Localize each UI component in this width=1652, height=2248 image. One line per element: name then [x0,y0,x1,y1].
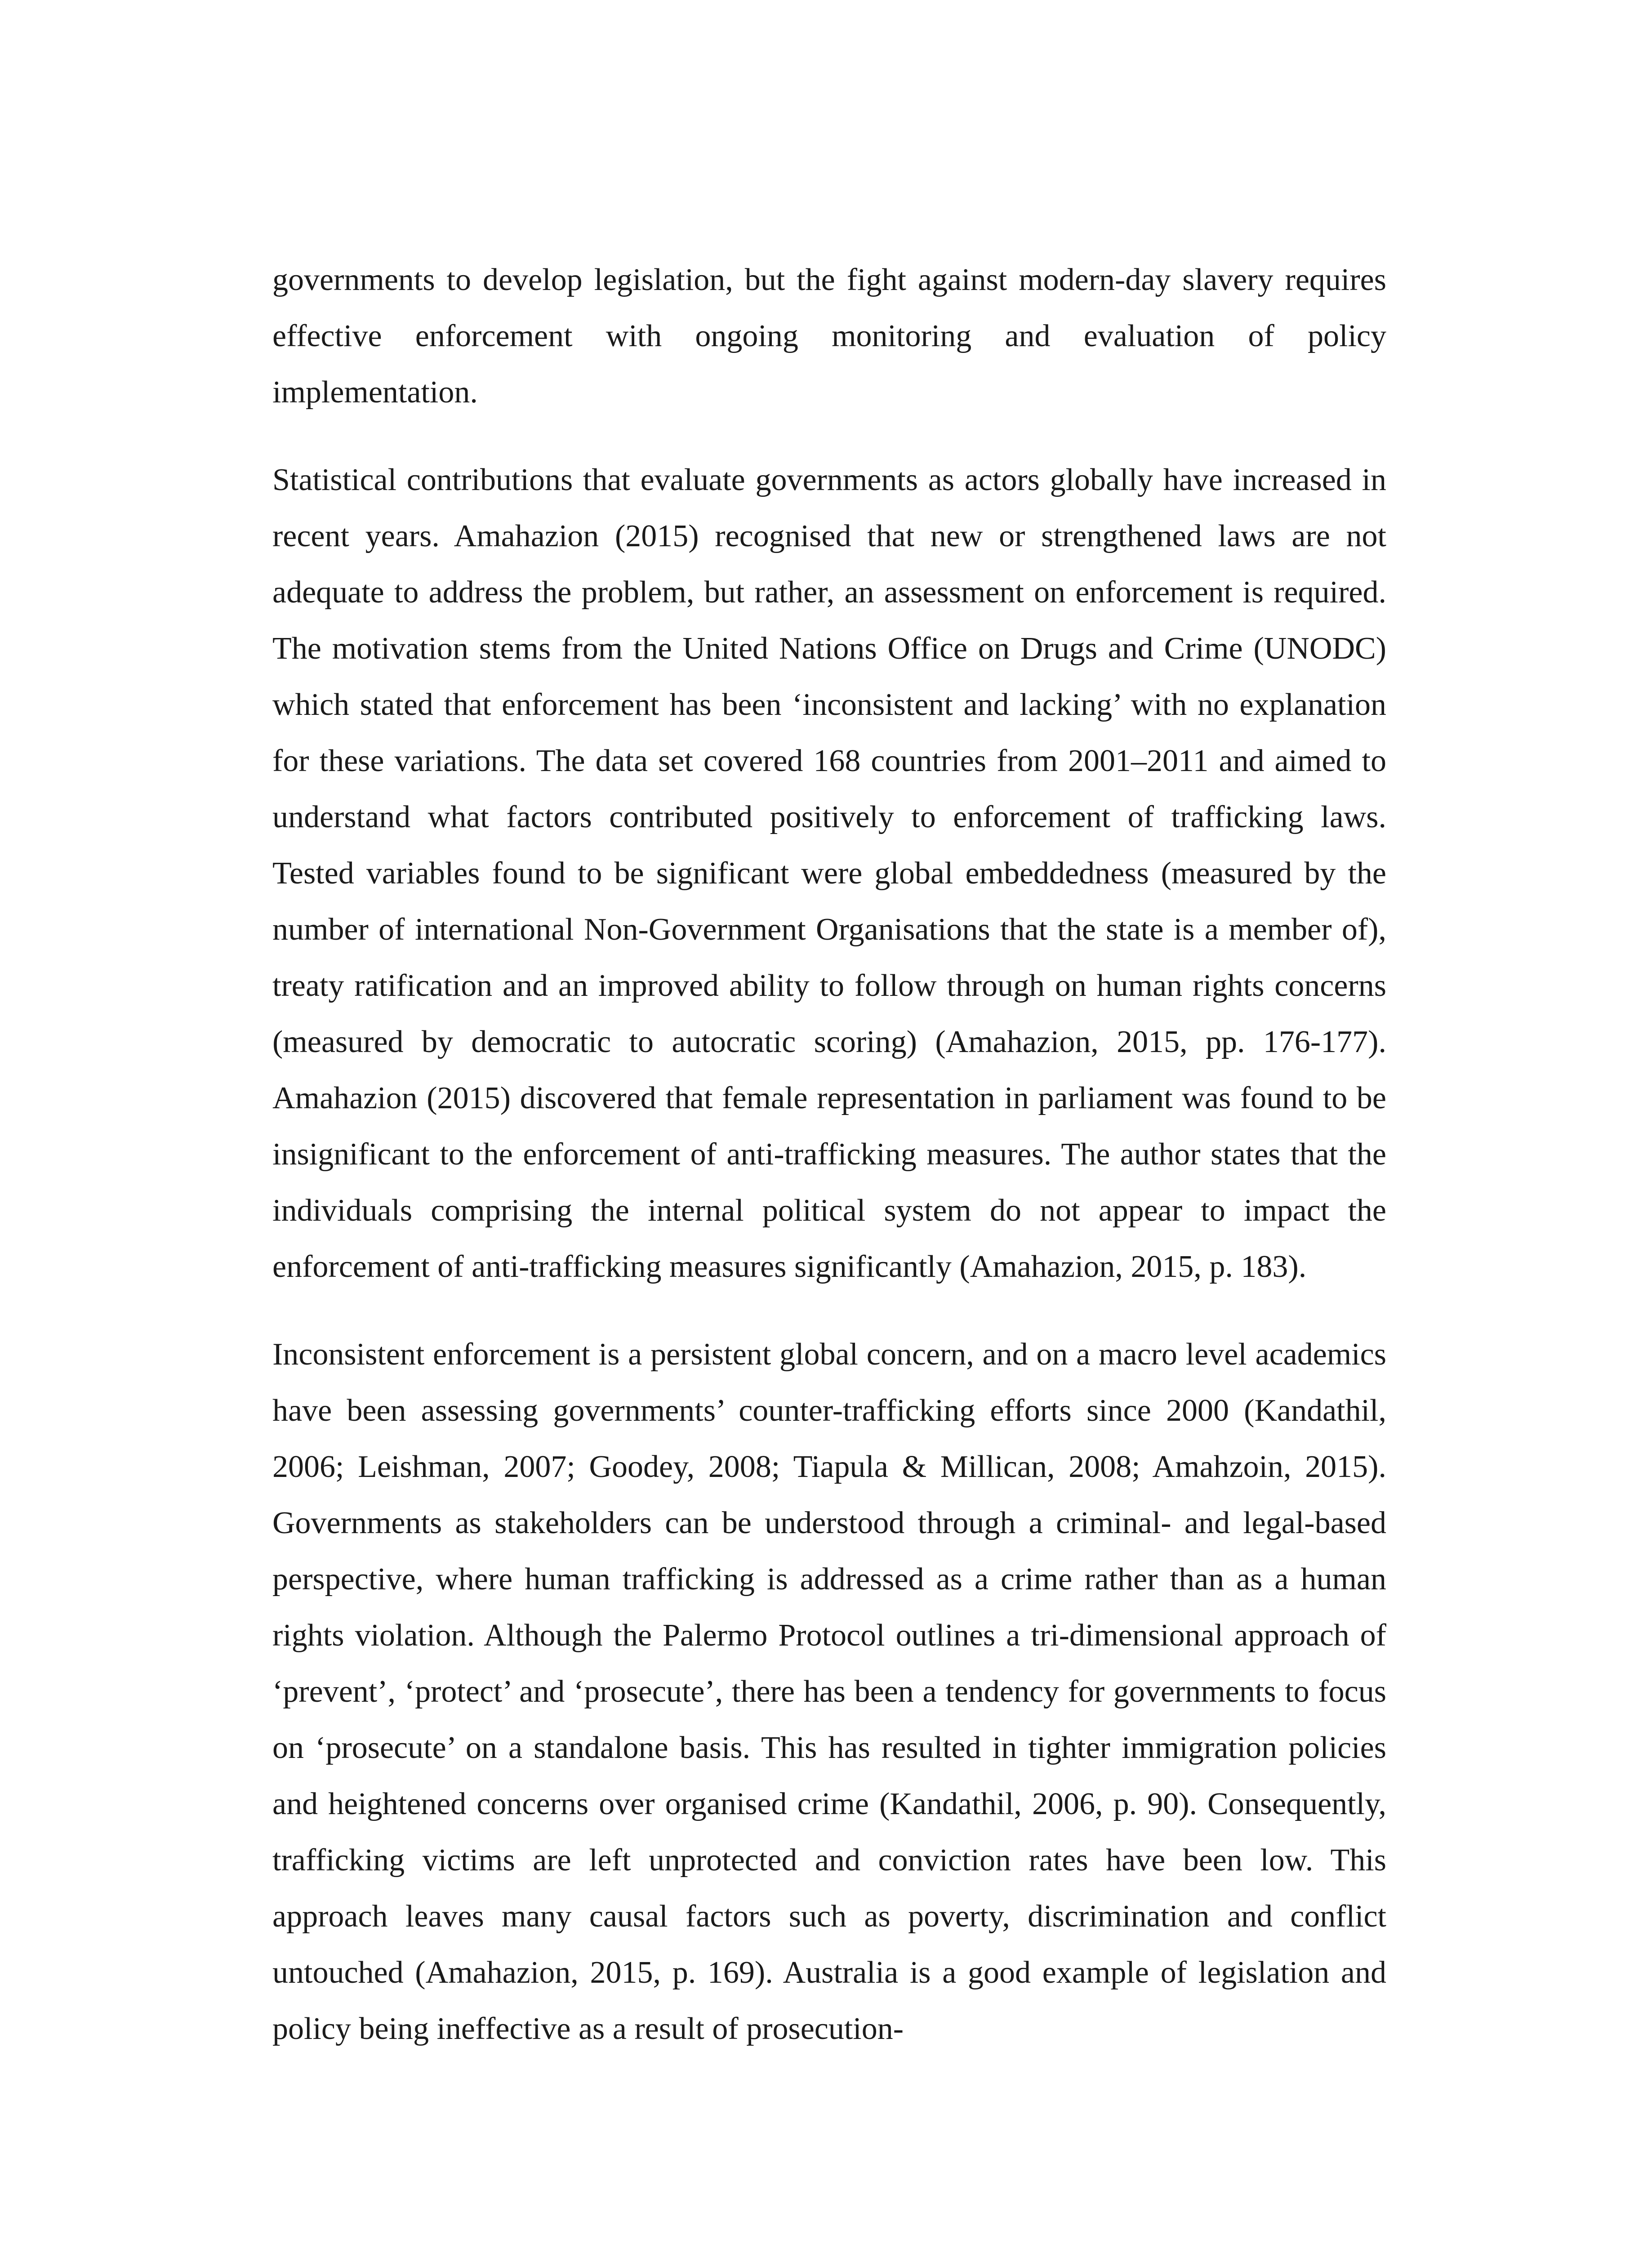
body-text [272,252,1386,2088]
paragraph-2: Statistical contributions that evaluate governments as actors globally have increased in recent years. Amahazion (2015) recognised that new or strengthened laws are not adequate to address the problem, but rather, an assessment on enforcement is required. The motivation stems from the United Nations Office on Drugs and Crime (UNODC) which stated that enforcement has been ‘inconsistent and lacking’ with no explanation for these variations. The data set covered 168 countries from 2001–2011 and aimed to understand what factors contributed positively to enforcement of trafficking laws. Tested variables found to be significant were global embeddedness (measured by the number of international Non-Government Organisations that the state is a member of), treaty ratification and an improved ability to follow through on human rights concerns (measured by democratic to autocratic scoring) (Amahazion, 2015, pp. 176-177). Amahazion (2015) discovered that female representation in parliament was found to be insignificant to the enforcement of anti-trafficking measures. The author states that the individuals comprising the internal political system do not appear to impact the enforcement of anti-trafficking measures significantly (Amahazion, 2015, p. 183). [272,463,1386,1284]
paragraph-3: Inconsistent enforcement is a persistent global concern, and on a macro level academics have been assessing governments’ counter-trafficking efforts since 2000 (Kandathil, 2006; Leishman, 2007; Goodey, 2008; Tiapula & Millican, 2008; Amahzoin, 2015). Governments as stakeholders can be understood through a criminal- and legal-based perspective, where human trafficking is addressed as a crime rather than as a human rights violation. Although the Palermo Protocol outlines a tri-dimensional approach of ‘prevent’, ‘protect’ and ‘prosecute’, there has been a tendency for governments to focus on ‘prosecute’ on a standalone basis. This has resulted in tighter immigration policies and heightened concerns over organised crime (Kandathil, 2006, p. 90). Consequently, trafficking victims are left unprotected and conviction rates have been low. This approach leaves many causal factors such as poverty, discrimination and conflict untouched (Amahazion, 2015, p. 169). Australia is a good example of legislation and policy being ineffective as a result of prosecution- [272,1337,1386,2046]
paragraph-1: governments to develop legislation, but the fight against modern-day slavery requires effective enforcement with ongoing monitoring and evaluation of policy implementation. [272,263,1386,410]
